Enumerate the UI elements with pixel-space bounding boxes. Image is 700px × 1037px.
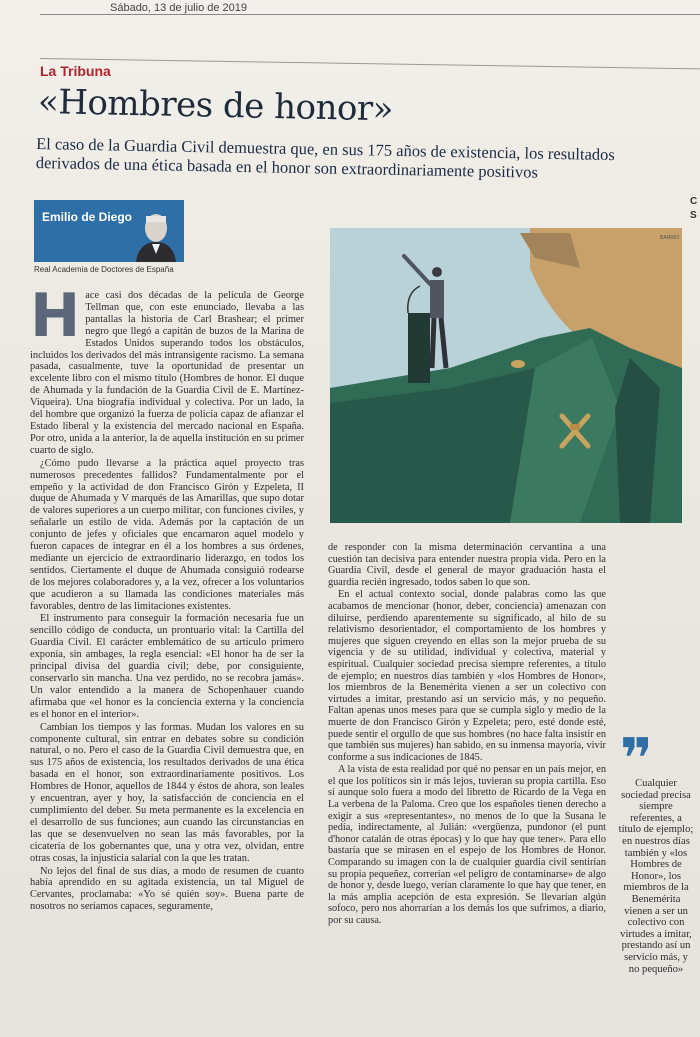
article-body-left: [30, 281, 304, 914]
paragraph: En el actual contexto social, donde palabras como las que acabamos de mencionar (honor, deber, conciencia) amenazan con diluirse, perdiendo aparentemente su significado, al hilo de su relativismo desorientador, el comportamiento de los hombres y mujeres que siguen creyendo en ellas son la mejor prueba de su vigencia y de su utilidad, individual y colectiva, material y espiritual. Cualquier sociedad precisa siempre referentes, a título de ejemplo; en nuestros días también y «los Hombres de Honor», los miembros de la Benemérita vienen a ser un colectivo con virtudes a imitar, prestando así un servicio más, y no pequeño. Faltan apenas unos meses para que se cumpla siglo y medio de la muerte de don Francisco Girón y Ezpeleta; pero, esté donde esté, puede sentir el orgullo de que sus hombres (no hace falta insistir en que también sus mujeres) han sabido, en su inmensa mayoría, vivir conforme a sus indicaciones de 1845.: [328, 589, 606, 763]
paragraph: El instrumento para conseguir la formación necesaria fue un sencillo código de conducta, un prontuario vital: la Cartilla del Guardia Civil. El carácter emblemático de su artículo primero exponía, sin ambages, la regla esencial: «El honor ha de ser la principal divisa del guardia civil; debe, por consiguiente, conservarlo sin mancha. Una vez perdido, no se recobra jamás». Un valor entendido a la manera de Schopenhauer cuando afirmaba que «el honor es la conciencia externa y la conciencia es el honor en el interior».: [30, 613, 304, 720]
section-name: La Tribuna: [40, 63, 111, 79]
author-name: Emilio de Diego: [42, 210, 133, 224]
drop-cap: H: [30, 281, 81, 351]
article-body-middle: [328, 542, 606, 928]
pull-quote: Cualquier sociedad precisa siempre referentes, a título de ejemplo; en nuestros días también y «los Hombres de Honor», los miembros de la Benemérita vienen a ser un colectivo con virtudes a imitar, prestando así un servicio más, y no pequeño»: [618, 778, 694, 975]
guardia-civil-illustration: [330, 228, 682, 523]
article-headline: «Hombres de honor»: [37, 82, 394, 130]
paragraph: No lejos del final de sus días, a modo de resumen de cuanto había aprendido en su agitada existencia, un tal Miguel de Cervantes, proclamaba: «Yo sé quién soy». Buena parte de nosotros no seríamos capaces, seguramente,: [30, 865, 304, 913]
paragraph: ¿Cómo pudo llevarse a la práctica aquel proyecto tras numerosos precedentes fallidos? Fundamentalmente por el empeño y la actividad de don Francisco Girón y Ezpeleta, II duque de Ahumada y V marqués de las Amarillas, que supo dotar de valores superiores a un cuerpo militar, con funciones civiles, y señalarle un estilo de vida. Además por la captación de un conjunto de jefes y oficiales que encarnaron aquel modelo y fueron capaces de integrar en él a los hombres a sus órdenes, mediante un ejercicio de extraordinario liderazgo, en todos los sentidos. Ciertamente el duque de Ahumada consiguió rodearse de los mejores colaboradores y, a la vez, ofrecer a los voluntarios que acudieron a su llamada las condiciones materiales más favorables, dentro de las limitaciones existentes.: [30, 457, 304, 612]
author-affiliation: Real Academia de Doctores de España: [34, 265, 174, 274]
illustration-credit: BARRIO: [660, 235, 680, 241]
paragraph: ace casi dos décadas de la película de George Tellman que, con este enunciado, llevaba a las pantallas la historia de Carl Brashear; el primer negro que llegó a capitán de buzos de la Marina de Estados Unidos superando todos los obstáculos, incluidos los derivados del más intransigente racismo. La semana pasada, casualmente, tuve la oportunidad de presentar un excelente libro con el mismo título (Hombres de honor. El duque de Ahumada y la fundación de la Guardia Civil de E. Martínez-Viqueira). Una biografía individual y colectiva. Por un lado, la del hombre que organizó la fuerza de policía capaz de afianzar el Estado liberal y la existencia del mercado nacional en España. Por otro, unida a la anterior, la de aquella institución en su primer cuarto de siglo.: [30, 290, 304, 456]
adjacent-page-letters: C S: [690, 196, 698, 221]
article-subtitle: El caso de la Guardia Civil demuestra que, en sus 175 años de existencia, los resultados derivados de una ética basada en el honor son extraordinariamente positivos: [35, 134, 615, 182]
quote-mark-icon: ❞: [620, 727, 647, 792]
paragraph: A la vista de esta realidad por qué no pensar en un país mejor, en el que los políticos sin ir más lejos, tuvieran su propia cartilla. Eso sí aunque solo fuera a modo del libretto de Ricardo de la Vega en La verbena de la Paloma. Creo que los españoles tienen derecho a exigir a sus «representantes», no menos de lo que la Susana le pedía, indirectamente, al Julián: «vergüenza, pundonor (el punt d'honor catalán de otras épocas) y lo que hay que tener». Para ello bastaría que se mirasen en el espejo de los Hombres de Honor. Comparando su imagen con la de cualquier guardia civil sentirían su propia pequeñez, correrían «el peligro de contaminarse» de algo de honor y, desde luego, verían claramente lo que hay que tener, en la más amplia acepción de esta expresión. Se llevarían algún sofoco, pero nos ahorrarían a los demás los que sufrimos, a diario, por su causa.: [328, 764, 606, 926]
issue-date: Sábado, 13 de julio de 2019: [110, 2, 248, 14]
author-portrait-icon: [134, 208, 178, 262]
header-rule: [40, 58, 700, 69]
author-box: [34, 200, 184, 262]
paragraph: Cambian los tiempos y las formas. Mudan los valores en su componente cultural, sin entrar en debates sobre su condición natural, o no. Pero el caso de la Guardia Civil demuestra que, en sus 175 años de existencia, los resultados derivados de una ética basada en el honor, son extraordinariamente positivos. Los Hombres de Honor, aquellos de 1844 y éstos de ahora, son leales y encuentran, ayer y hoy, la satisfacción de conciencia en el cumplimiento del deber. Su meta permanente es la excelencia en el desarrollo de sus funciones; aun cuando las circunstancias en las que se desenvuelven no sean las más favorables, por la cicatería de los gobernantes que, una y otra vez, olvidan, entre otras cosas, la injusticia salarial con la que les tratan.: [30, 721, 304, 864]
top-rule: [40, 14, 700, 15]
paragraph: de responder con la misma determinación cervantina a una cuestión tan decisiva para entender nuestra propia vida. Pero en la Guardia Civil, desde el general de mayor graduación hasta el guardia recién ingresado, todos saben lo que son.: [328, 542, 606, 588]
